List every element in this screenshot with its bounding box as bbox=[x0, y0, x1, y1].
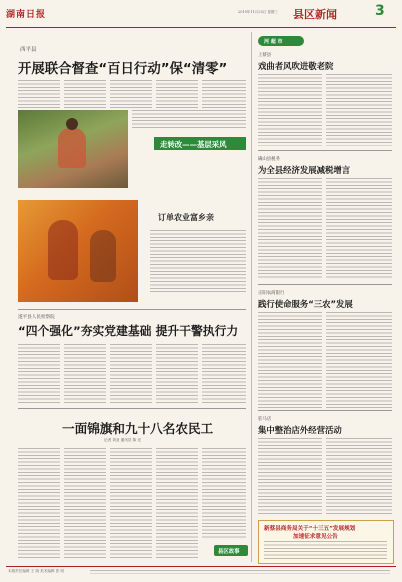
right-mid-text-col2 bbox=[326, 178, 392, 280]
feature-photo bbox=[18, 110, 128, 188]
section2-text-col2 bbox=[64, 344, 106, 404]
right-mid-kicker: 确山县税务 bbox=[258, 157, 280, 162]
section2-text-col5 bbox=[202, 344, 246, 404]
bottom-text-col1 bbox=[18, 448, 60, 558]
right-bottom-text-col1 bbox=[258, 438, 322, 516]
footer-rule bbox=[6, 566, 396, 567]
bottom-logo-text: 县区故事 bbox=[218, 549, 240, 555]
right-mid-headline: 为全县经济发展减税增言 bbox=[258, 165, 351, 175]
right-divider-2 bbox=[258, 284, 392, 285]
right-mid2-text-col1 bbox=[258, 312, 322, 408]
divider-2 bbox=[18, 408, 246, 409]
orange-photo-person-2 bbox=[90, 230, 116, 282]
photo-side-text bbox=[132, 110, 246, 130]
section-title: 县区新闻 bbox=[293, 8, 337, 21]
ad-text bbox=[264, 541, 387, 559]
page-number: 3 bbox=[375, 3, 385, 19]
right-mid-text-col1 bbox=[258, 178, 322, 280]
right-divider-1 bbox=[258, 150, 392, 151]
right-bottom-headline: 集中整治店外经营活动 bbox=[258, 425, 342, 435]
orange-photo-person bbox=[48, 220, 78, 280]
right-mid2-text-col2 bbox=[326, 312, 392, 408]
masthead-meta: 2019年11月25日 星期三 bbox=[238, 10, 278, 14]
photo-figure bbox=[58, 128, 86, 168]
right-top-logo-text: 河 超 市 bbox=[264, 39, 283, 45]
top-story-text-col3 bbox=[110, 80, 152, 108]
section2-text-col1 bbox=[18, 344, 60, 404]
bottom-logo bbox=[214, 545, 248, 556]
banner bbox=[154, 137, 246, 150]
bottom-headline: 一面锦旗和九十八名农民工 bbox=[62, 421, 214, 436]
section2-text-col4 bbox=[156, 344, 198, 404]
right-divider-3 bbox=[258, 410, 392, 411]
right-top-text-col2 bbox=[326, 74, 392, 146]
photo-caption-title: 订单农业富乡亲 bbox=[158, 213, 214, 222]
footer-lines bbox=[90, 570, 390, 574]
ad-box bbox=[258, 520, 394, 564]
bottom-text-col3 bbox=[110, 448, 152, 558]
top-kicker: 西平县 bbox=[20, 47, 37, 53]
photo-caption-text bbox=[150, 230, 246, 292]
top-story-text-col4 bbox=[156, 80, 198, 108]
top-story-text-col1 bbox=[18, 80, 60, 108]
top-story-text-col2 bbox=[64, 80, 106, 108]
bottom-text-col4 bbox=[156, 448, 198, 558]
section2-headline: “四个强化”夯实党建基础 提升干警执行力 bbox=[18, 324, 239, 338]
ad-title: 新蔡县商务局关于“十三五”发展规划 bbox=[264, 526, 356, 532]
ad-subtitle: 加速征求意见公告 bbox=[293, 534, 338, 540]
bottom-byline: 记者 刘亚 通讯员 陈 光 bbox=[104, 438, 141, 442]
right-top-text-col1 bbox=[258, 74, 322, 146]
right-mid2-kicker: 正阳农商银行 bbox=[258, 291, 285, 296]
masthead-rule bbox=[6, 27, 396, 28]
divider-1 bbox=[18, 309, 246, 310]
column-separator bbox=[251, 32, 252, 562]
section2-kicker: 遂平县人民检察院 bbox=[18, 315, 55, 320]
paper-name: 湖南日报 bbox=[6, 10, 47, 20]
right-bottom-text-col2 bbox=[326, 438, 392, 516]
orange-photo bbox=[18, 200, 138, 302]
photo-figure-head bbox=[66, 118, 78, 130]
section2-text-col3 bbox=[110, 344, 152, 404]
right-bottom-kicker: 驻马店 bbox=[258, 417, 272, 422]
main-headline: 开展联合督查“百日行动”保“清零” bbox=[18, 62, 228, 77]
right-top-kicker: 上蔡县 bbox=[258, 53, 272, 58]
top-story-text-col5 bbox=[202, 80, 246, 108]
footer-text: 本版责任编辑 王 晓 美术编辑 张 明 bbox=[8, 569, 65, 573]
right-top-logo bbox=[258, 36, 304, 46]
bottom-text-col5 bbox=[202, 448, 246, 540]
right-mid2-headline: 践行使命服务“三农”发展 bbox=[258, 299, 353, 309]
masthead bbox=[0, 0, 402, 29]
bottom-text-col2 bbox=[64, 448, 106, 558]
banner-text: 走转改——基层采风 bbox=[160, 140, 227, 149]
right-top-headline: 戏曲者风吹进敬老院 bbox=[258, 61, 334, 71]
